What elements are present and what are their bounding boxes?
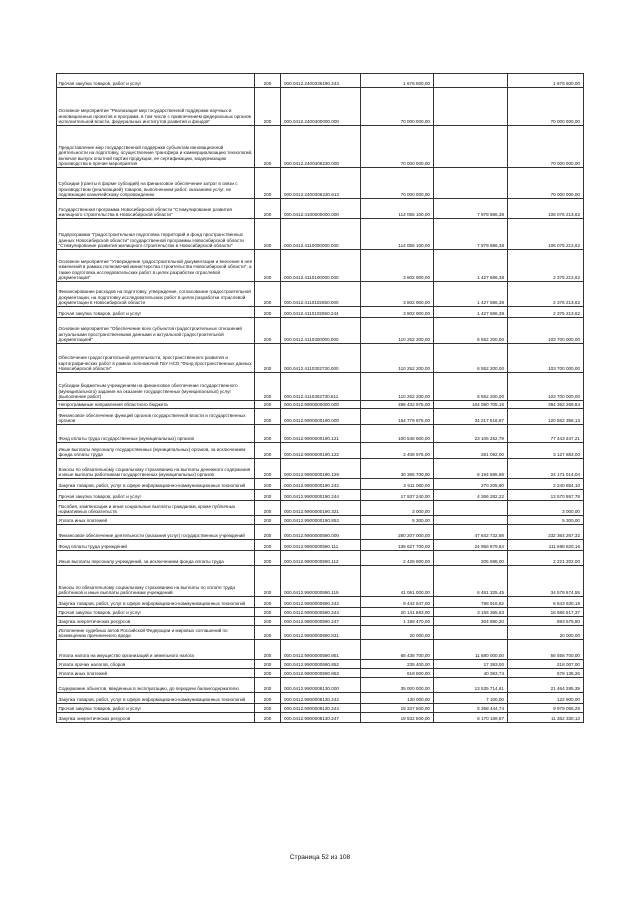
row-executed-amount: 104 080 705,16 [434,401,508,409]
row-unexecuted-amount: 24 171 014,04 [508,459,584,479]
row-name: Основное мероприятие "Реализация мер государственной поддержки научных и инновационных проектов и программ, в том числе с привлечением федеральных органов исполнительной власти, федеральных институтов развития и фондов" [57,88,255,126]
row-unexecuted-amount: 111 668 820,16 [508,540,584,551]
row-unexecuted-amount: 1 676 600,00 [508,74,584,88]
row-executed-amount [434,516,508,525]
row-approved-amount: 70 000 000,00 [361,168,434,199]
row-name: Уплата иных платежей [57,516,255,525]
row-admin-code: 200 [255,678,281,693]
row-classification-code: 000.0412.2400406230.000 [281,126,361,168]
row-executed-amount [434,74,508,88]
row-admin-code: 200 [255,660,281,669]
row-unexecuted-amount: 21 464 285,39 [508,678,584,693]
row-unexecuted-amount: 103 700 000,00 [508,344,584,373]
row-admin-code: 200 [255,525,281,540]
row-executed-amount: 6 194 685,96 [434,459,508,479]
row-classification-code: 000.0412.9900000190.000 [281,409,361,425]
row-classification-code: 000.0412.4110302730.000 [281,344,361,373]
row-classification-code: 000.0412.9900008130.242 [281,693,361,704]
row-executed-amount: 8 170 169,87 [434,713,508,723]
row-approved-amount: 3 802 900,00 [361,282,434,307]
row-approved-amount: 30 365 700,00 [361,459,434,479]
row-approved-amount: 15 337 500,00 [361,704,434,713]
row-name: Взносы по обязательному социальному страхованию на выплаты денежного содержания и иные выплаты работникам государственных (муниципальных) органов [57,459,255,479]
row-approved-amount: 280 207 000,00 [361,525,434,540]
row-classification-code: 000.0412.9900000190.129 [281,459,361,479]
row-admin-code: 200 [255,566,281,597]
row-unexecuted-amount: 3 000,00 [508,501,584,516]
row-classification-code: 000.0412.9900000590.119 [281,566,361,597]
row-approved-amount: 20 000,00 [361,626,434,640]
row-unexecuted-amount: 232 364 267,32 [508,525,584,540]
budget-table-body [57,74,584,723]
row-approved-amount: 3 802 900,00 [361,250,434,282]
row-executed-amount: 17 393,00 [434,660,508,669]
row-classification-code: 000.0412.2400400000.000 [281,88,361,126]
table-row [57,282,584,307]
row-approved-amount: 154 779 875,00 [361,409,434,425]
row-executed-amount: 798 916,82 [434,597,508,608]
row-approved-amount: 9 442 547,00 [361,597,434,608]
row-classification-code: 000.0412.9900000190.242 [281,479,361,490]
row-name: Закупка энергетических ресурсов [57,713,255,723]
row-name: Финансирование расходов на подготовку, утверждение, согласование градостроительной документации, на подготовку исследовательских работ в целях разработки отраслевой документации в Новосибирской области [57,282,255,307]
row-classification-code: 000.0412.9900000590.112 [281,551,361,566]
table-row [57,617,584,626]
table-row [57,516,584,525]
row-unexecuted-amount: 70 000 000,00 [508,126,584,168]
row-classification-code: 000.0412.2400406230.613 [281,168,361,199]
row-admin-code: 200 [255,443,281,459]
row-approved-amount: 2 426 800,00 [361,551,434,566]
row-executed-amount [434,126,508,168]
table-row [57,88,584,126]
table-row [57,540,584,551]
row-name: Субсидии бюджетным учреждениям на финансовое обеспечение государственного (муниципального) задания на оказание государственных (муниципальных) услуг (выполнение работ) [57,373,255,401]
row-admin-code: 200 [255,626,281,640]
table-row [57,199,584,219]
table-row [57,713,584,723]
row-unexecuted-amount: 8 643 630,18 [508,597,584,608]
table-row [57,551,584,566]
row-approved-amount: 114 055 100,00 [361,199,434,219]
row-classification-code: 000.0412.9900000590.247 [281,617,361,626]
row-name: Субсидии (гранты в форме субсидий) на финансовое обеспечение затрат в связи с производством (реализацией) товаров, выполнением работ, оказанием услуг, не подлежащие казначейскому сопровождению [57,168,255,199]
row-unexecuted-amount: 2 375 213,62 [508,250,584,282]
row-name: Взносы по обязательному социальному страхованию на выплаты по оплате труда работников и иные выплаты работникам учреждений [57,566,255,597]
row-classification-code: 000.0412.9900000190.853 [281,516,361,525]
row-unexecuted-amount: 34 579 674,55 [508,566,584,597]
table-row [57,344,584,373]
row-unexecuted-amount: 70 000 000,00 [508,168,584,199]
row-admin-code: 200 [255,88,281,126]
row-approved-amount: 130 000,00 [361,693,434,704]
row-admin-code: 200 [255,250,281,282]
table-row [57,409,584,425]
table-row [57,626,584,640]
row-unexecuted-amount: 103 700 000,00 [508,373,584,401]
row-name: Уплата налога на имущество организаций и земельного налога [57,640,255,660]
table-row [57,608,584,617]
row-name: Государственная программа Новосибирской области "Стимулирование развития жилищного строительства в Новосибирской области" [57,199,255,219]
row-approved-amount: 3 000,00 [361,501,434,516]
row-name: Уплата прочих налогов, сборов [57,660,255,669]
row-admin-code: 200 [255,459,281,479]
row-name: Уплата иных платежей [57,669,255,678]
row-name: Пособия, компенсации и иные социальные выплаты гражданам, кроме публичных нормативных обязательств [57,501,255,516]
table-row [57,490,584,501]
row-admin-code: 200 [255,74,281,88]
row-executed-amount: 13 535 714,61 [434,678,508,693]
row-executed-amount: 6 481 325,45 [434,566,508,597]
page-footer: Страница 52 из 108 [289,854,351,861]
row-executed-amount: 7 100,00 [434,693,508,704]
row-name: Закупка товаров, работ, услуг в сфере информационно-коммуникационных технологий [57,479,255,490]
row-approved-amount: 498 432 975,00 [361,401,434,409]
row-unexecuted-amount: 77 443 347,21 [508,425,584,443]
row-executed-amount [434,626,508,640]
row-admin-code: 200 [255,704,281,713]
row-approved-amount: 3 802 900,00 [361,307,434,318]
row-unexecuted-amount: 2 375 213,62 [508,282,584,307]
row-executed-amount: 1 427 686,38 [434,250,508,282]
table-row [57,640,584,660]
row-name: Непрограммные направления областного бюджета [57,401,255,409]
row-unexecuted-amount: 578 136,26 [508,669,584,678]
row-executed-amount: 47 842 732,68 [434,525,508,540]
row-name: Финансовое обеспечение функций органов государственной власти и государственных органов [57,409,255,425]
row-admin-code: 200 [255,409,281,425]
row-unexecuted-amount: 70 000 000,00 [508,88,584,126]
row-unexecuted-amount: 218 007,00 [508,660,584,669]
row-admin-code: 200 [255,199,281,219]
row-executed-amount: 6 552 200,00 [434,318,508,344]
table-row [57,318,584,344]
row-approved-amount: 41 061 000,00 [361,566,434,597]
row-classification-code: 000.0412.4110102650.244 [281,307,361,318]
row-approved-amount: 70 000 000,00 [361,126,434,168]
row-executed-amount: 270 205,90 [434,479,508,490]
row-approved-amount: 20 141 883,00 [361,608,434,617]
row-executed-amount: 7 979 886,38 [434,199,508,219]
row-name: Предоставление мер государственной поддержки субъектам инновационной деятельности на подготовку, осуществление трансфера и коммерциализацию технологий, включая выпуск опытной партии продукции, ее сертификацию, модернизацию производства и прочие мероприятия [57,126,255,168]
table-row [57,501,584,516]
row-unexecuted-amount: 16 986 517,37 [508,608,584,617]
row-classification-code: 000.0412.4110000000.000 [281,219,361,250]
row-classification-code: 000.0412.4110302730.611 [281,373,361,401]
row-classification-code: 000.0412.9900008130.244 [281,704,361,713]
table-row [57,678,584,693]
row-admin-code: 200 [255,282,281,307]
row-name: Фонд оплаты труда учреждений [57,540,255,551]
row-unexecuted-amount: 2 240 854,10 [508,479,584,490]
row-admin-code: 200 [255,540,281,551]
row-approved-amount: 35 000 000,00 [361,678,434,693]
table-row [57,459,584,479]
table-row [57,693,584,704]
row-executed-amount [434,168,508,199]
row-executed-amount: 1 427 686,38 [434,307,508,318]
table-row [57,479,584,490]
row-unexecuted-amount: 56 558 700,00 [508,640,584,660]
table-row [57,525,584,540]
row-name: Содержание объектов, введенных в эксплуатацию, до передачи балансодержателю [57,678,255,693]
row-name: Прочая закупка товаров, работ и услуг [57,307,255,318]
row-name: Прочая закупка товаров, работ и услуг [57,74,255,88]
row-executed-amount [434,88,508,126]
row-admin-code: 200 [255,501,281,516]
row-admin-code: 200 [255,551,281,566]
row-executed-amount: 11 680 000,00 [434,640,508,660]
table-row [57,219,584,250]
row-classification-code: 000.0412.4110100000.000 [281,250,361,282]
row-admin-code: 200 [255,713,281,723]
budget-table-sheet [56,73,583,723]
row-name: Прочая закупка товаров, работ и услуг [57,608,255,617]
row-classification-code: 000.0412.9900008130.000 [281,678,361,693]
row-admin-code: 200 [255,373,281,401]
row-approved-amount: 17 937 240,00 [361,490,434,501]
row-admin-code: 200 [255,318,281,344]
row-unexecuted-amount: 103 700 000,00 [508,318,584,344]
row-classification-code: 000.0412.2400336190.244 [281,74,361,88]
row-name: Иные выплаты персоналу учреждений, за исключением фонда оплаты труда [57,551,255,566]
table-row [57,660,584,669]
row-name: Прочая закупка товаров, работ и услуг [57,490,255,501]
row-approved-amount: 110 252 200,00 [361,344,434,373]
row-name: Фонд оплаты труда государственных (муниципальных) органов [57,425,255,443]
row-admin-code: 200 [255,597,281,608]
row-approved-amount: 19 532 500,00 [361,713,434,723]
row-admin-code: 200 [255,344,281,373]
row-unexecuted-amount: 2 375 213,62 [508,307,584,318]
row-executed-amount: 304 890,20 [434,617,508,626]
row-name: Подпрограмма "Градостроительная подготовка территорий и фонд пространственных данных Новосибирской области" государственной программы Новосибирской области "Стимулирование развития жилищного строительства в Новосибирской области" [57,219,255,250]
row-admin-code: 200 [255,490,281,501]
row-unexecuted-amount: 20 000,00 [508,626,584,640]
table-row [57,168,584,199]
row-name: Исполнение судебных актов Российской Федерации и мировых соглашений по возмещению причиненного вреда [57,626,255,640]
table-row [57,401,584,409]
table-row [57,443,584,459]
row-classification-code: 000.0412.9900000590.852 [281,660,361,669]
row-approved-amount: 1 676 600,00 [361,74,434,88]
row-unexecuted-amount: 106 075 213,62 [508,199,584,219]
row-approved-amount: 110 252 200,00 [361,373,434,401]
row-name: Закупка товаров, работ, услуг в сфере информационно-коммуникационных технологий [57,693,255,704]
row-approved-amount: 68 438 700,00 [361,640,434,660]
row-unexecuted-amount: 9 979 055,26 [508,704,584,713]
row-classification-code: 000.0412.9900000590.831 [281,626,361,640]
row-unexecuted-amount: 11 362 330,13 [508,713,584,723]
row-classification-code: 000.0412.9900000190.122 [281,443,361,459]
row-name: Основное мероприятие "Обеспечение всех субъектов градостроительных отношений актуальными пространственными данными и актуальной градостроительной документацией" [57,318,255,344]
row-admin-code: 200 [255,617,281,626]
row-name: Закупка энергетических ресурсов [57,617,255,626]
row-executed-amount: 6 552 200,00 [434,373,508,401]
row-approved-amount: 2 511 060,00 [361,479,434,490]
row-classification-code: 000.0412.4110300000.000 [281,318,361,344]
row-classification-code: 000.0412.9900000590.242 [281,597,361,608]
row-unexecuted-amount: 2 221 202,00 [508,551,584,566]
row-classification-code: 000.0412.9900008130.247 [281,713,361,723]
row-unexecuted-amount: 3 127 883,00 [508,443,584,459]
row-executed-amount: 4 366 282,22 [434,490,508,501]
row-admin-code: 200 [255,693,281,704]
row-admin-code: 200 [255,479,281,490]
row-admin-code: 200 [255,168,281,199]
row-unexecuted-amount: 13 570 957,78 [508,490,584,501]
row-executed-amount: 1 427 686,38 [434,282,508,307]
row-executed-amount: 23 105 252,79 [434,425,508,443]
row-executed-amount: 7 979 886,38 [434,219,508,250]
row-unexecuted-amount: 5 300,00 [508,516,584,525]
row-admin-code: 200 [255,307,281,318]
row-classification-code: 000.0412.4100000000.000 [281,199,361,219]
row-name: Основное мероприятие "Утверждение градостроительной документации и внесение в нее изменений в рамках полномочий министерства строительства Новосибирской области", а также подготовка исследовательских работ в целях разработки отраслевой документации" [57,250,255,282]
row-classification-code: 000.0412.9900000190.321 [281,501,361,516]
table-row [57,250,584,282]
row-unexecuted-amount: 122 900,00 [508,693,584,704]
table-row [57,373,584,401]
row-executed-amount: 3 155 365,63 [434,608,508,617]
table-row [57,704,584,713]
row-unexecuted-amount: 394 352 269,84 [508,401,584,409]
table-row [57,126,584,168]
row-classification-code: 000.0412.4110102650.000 [281,282,361,307]
row-classification-code: 000.0412.9900000590.111 [281,540,361,551]
row-approved-amount: 5 300,00 [361,516,434,525]
row-executed-amount: 40 363,74 [434,669,508,678]
table-row [57,597,584,608]
table-row [57,307,584,318]
row-name: Финансовое обеспечение деятельности (оказания услуг) государственных учреждений [57,525,255,540]
row-executed-amount: 281 092,00 [434,443,508,459]
row-admin-code: 200 [255,219,281,250]
row-executed-amount: 6 552 200,00 [434,344,508,373]
table-row [57,566,584,597]
row-approved-amount: 100 548 600,00 [361,425,434,443]
row-approved-amount: 138 627 700,00 [361,540,434,551]
row-admin-code: 200 [255,425,281,443]
row-name: Прочая закупка товаров, работ и услуг [57,704,255,713]
row-approved-amount: 618 500,00 [361,669,434,678]
row-unexecuted-amount: 106 075 213,62 [508,219,584,250]
row-name: Иные выплаты персоналу государственных (муниципальных) органов, за исключением фонда оплаты труда [57,443,255,459]
row-executed-amount: 5 358 444,74 [434,704,508,713]
budget-table [56,73,584,723]
row-classification-code: 000.0412.9900000590.851 [281,640,361,660]
row-executed-amount [434,501,508,516]
row-classification-code: 000.0412.9900000190.244 [281,490,361,501]
row-approved-amount: 1 198 470,00 [361,617,434,626]
row-approved-amount: 114 055 100,00 [361,219,434,250]
row-classification-code: 000.0412.9900000590.244 [281,608,361,617]
row-approved-amount: 110 252 200,00 [361,318,434,344]
table-row [57,425,584,443]
row-admin-code: 200 [255,516,281,525]
row-admin-code: 200 [255,401,281,409]
row-executed-amount: 205 598,00 [434,551,508,566]
row-name: Обеспечение градостроительной деятельности, пространственного развития и картографических работ в рамках полномочий ГБУ НСО "Фонд пространственных данных Новосибирской области" [57,344,255,373]
row-classification-code: 000.0412.9900000590.853 [281,669,361,678]
row-unexecuted-amount: 893 579,80 [508,617,584,626]
row-admin-code: 200 [255,608,281,617]
row-classification-code: 000.0412.9900000000.000 [281,401,361,409]
table-row [57,669,584,678]
row-classification-code: 000.0412.9900000190.121 [281,425,361,443]
row-name: Закупка товаров, работ, услуг в сфере информационно-коммуникационных технологий [57,597,255,608]
row-admin-code: 200 [255,126,281,168]
row-classification-code: 000.0412.9900000590.000 [281,525,361,540]
table-row [57,74,584,88]
row-executed-amount: 34 217 516,87 [434,409,508,425]
row-admin-code: 200 [255,640,281,660]
row-executed-amount: 24 958 879,84 [434,540,508,551]
row-approved-amount: 3 408 975,00 [361,443,434,459]
row-admin-code: 200 [255,669,281,678]
row-approved-amount: 70 000 000,00 [361,88,434,126]
row-unexecuted-amount: 120 562 358,13 [508,409,584,425]
row-approved-amount: 235 400,00 [361,660,434,669]
